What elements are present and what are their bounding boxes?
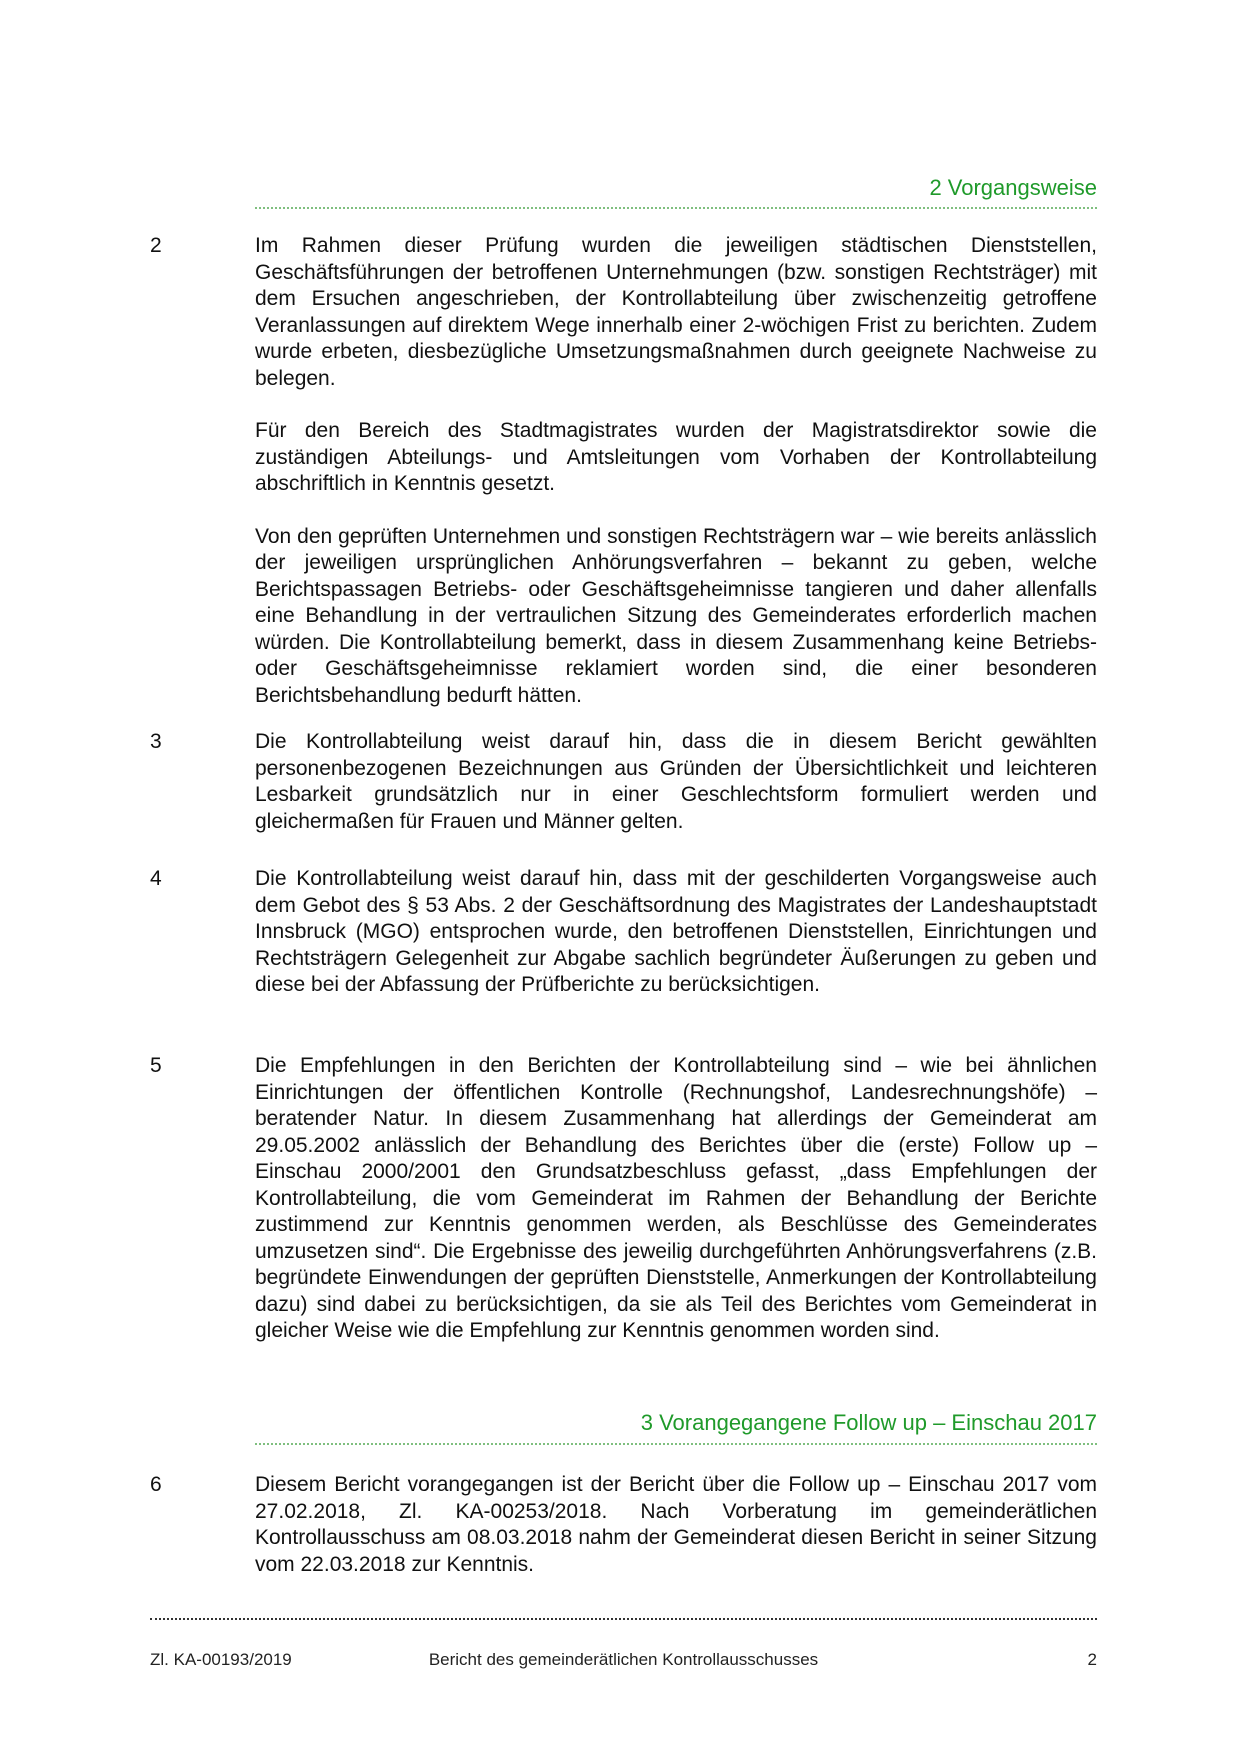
footer-page-number: 2 xyxy=(1087,1650,1097,1669)
footer-reference: Zl. KA-00193/2019 xyxy=(150,1650,292,1669)
paragraph-6 xyxy=(150,1472,1097,1578)
paragraph-text-part: Die Kontrollabteilung weist darauf hin, dass die in diesem Bericht gewählten personenbezogenen Bezeichnungen aus Gründen der Übersichtlichkeit und leichteren Lesbarkeit grundsätzlich nur in einer Geschlechtsform formuliert werden und gleichermaßen für Frauen und Männer gelten. xyxy=(255,730,1097,833)
footer-rule xyxy=(150,1618,1097,1620)
section-rule xyxy=(255,1443,1097,1445)
paragraph-text-part: Von den geprüften Unternehmen und sonstigen Rechtsträgern war – wie bereits anlässlich der jeweiligen ursprünglichen Anhörungsverfahren – bekannt zu geben, welche Berichtspassagen Betriebs- oder Geschäftsgeheimnisse tangieren und daher allenfalls eine Behandlung in der vertraulichen Sitzung des Gemeinderates erforderlich machen würden. Die Kontrollabteilung bemerkt, dass in diesem Zusammenhang keine Betriebs- oder Geschäftsgeheimnisse reklamiert worden sind, die einer besonderen Berichtsbehandlung bedurft hätten. xyxy=(255,524,1097,707)
paragraph-text-part: Für den Bereich des Stadtmagistrates wurden der Magistratsdirektor sowie die zuständigen Abteilungs- und Amtsleitungen vom Vorhaben der Kontrollabteilung abschriftlich in Kenntnis gesetzt. xyxy=(255,419,1097,495)
paragraph-number: 3 xyxy=(150,730,162,753)
paragraph-text xyxy=(255,1472,1097,1578)
paragraph-number: 5 xyxy=(150,1054,162,1077)
paragraph-3 xyxy=(150,729,1097,835)
paragraph-number: 2 xyxy=(150,234,162,257)
paragraph-text xyxy=(255,233,1097,709)
footer-title: Bericht des gemeinderätlichen Kontrollausschusses xyxy=(428,1650,819,1669)
paragraph-text-part: Diesem Bericht vorangegangen ist der Bericht über die Follow up – Einschau 2017 vom 27.02.2018, Zl. KA-00253/2018. Nach Vorberatung im gemeinderätlichen Kontrollausschuss am 08.03.2018 nahm der Gemeinderat diesen Bericht in seiner Sitzung vom 22.03.2018 zur Kenntnis. xyxy=(255,1473,1097,1576)
paragraph-text-part: Die Kontrollabteilung weist darauf hin, dass mit der geschilderten Vorgangsweise auch dem Gebot des § 53 Abs. 2 der Geschäftsordnung des Magistrates der Landeshauptstadt Innsbruck (MGO) entsprochen wurde, den betroffenen Dienststellen, Einrichtungen und Rechtsträgern Gelegenheit zur Abgabe sachlich begründeter Äußerungen zu geben und diese bei der Abfassung der Prüfberichte zu berücksichtigen. xyxy=(255,867,1097,996)
paragraph-number: 4 xyxy=(150,867,162,890)
section-heading-follow-up: 3 Vorangegangene Follow up – Einschau 2017 xyxy=(640,1410,1097,1435)
paragraph-text-part: Im Rahmen dieser Prüfung wurden die jeweiligen städtischen Dienststellen, Geschäftsführungen der betroffenen Unternehmungen (bzw. sonstigen Rechtsträger) mit dem Ersuchen angeschrieben, der Kontrollabteilung über zwischenzeitig getroffene Veranlassungen auf direktem Wege innerhalb einer 2-wöchigen Frist zu berichten. Zudem wurde erbeten, diesbezügliche Umsetzungsmaßnahmen durch geeignete Nachweise zu belegen. xyxy=(255,234,1097,390)
paragraph-2 xyxy=(150,233,1097,709)
paragraph-number: 6 xyxy=(150,1473,162,1496)
paragraph-text xyxy=(255,729,1097,835)
section-heading-vorgangsweise: 2 Vorgangsweise xyxy=(929,175,1097,200)
paragraph-text xyxy=(255,866,1097,999)
paragraph-5 xyxy=(150,1053,1097,1345)
section-rule xyxy=(255,207,1097,209)
paragraph-4 xyxy=(150,866,1097,999)
paragraph-text xyxy=(255,1053,1097,1345)
paragraph-text-part: Die Empfehlungen in den Berichten der Kontrollabteilung sind – wie bei ähnlichen Einrichtungen der öffentlichen Kontrolle (Rechnungshof, Landesrechnungshöfe) – beratender Natur. In diesem Zusammenhang hat allerdings der Gemeinderat am 29.05.2002 anlässlich der Behandlung des Berichtes über die (erste) Follow up – Einschau 2000/2001 den Grundsatzbeschluss gefasst, „dass Empfehlungen der Kontrollabteilung, die vom Gemeinderat im Rahmen der Behandlung der Berichte zustimmend zur Kenntnis genommen werden, als Beschlüsse des Gemeinderates umzusetzen sind“. Die Ergebnisse des jeweilig durchgeführten Anhörungsverfahrens (z.B. begründete Einwendungen der geprüften Dienststelle, Anmerkungen der Kontrollabteilung dazu) sind dabei zu berücksichtigen, da sie als Teil des Berichtes vom Gemeinderat in gleicher Weise wie die Empfehlung zur Kenntnis genommen worden sind. xyxy=(255,1054,1097,1342)
